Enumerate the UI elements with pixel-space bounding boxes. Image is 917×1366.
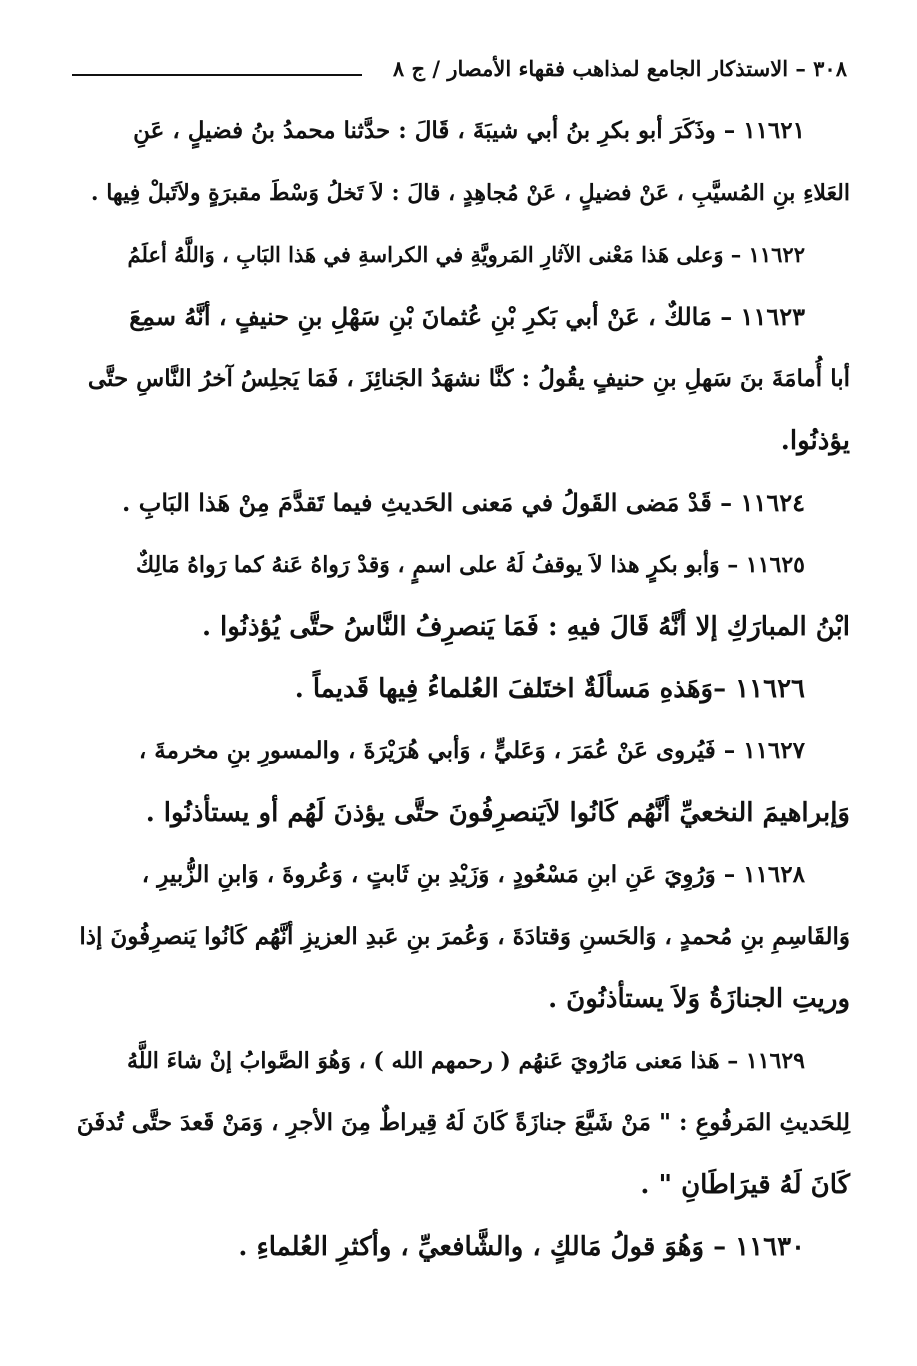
- text-line: ١١٦٣٠ – وَهُوَ قولُ مَالكٍ ، والشَّافعيِّ ، وأكثرِ العُلماءِ .: [238, 1232, 805, 1262]
- paragraph-11626: [70, 658, 850, 720]
- text-line: ١١٦٢٢ – وَعلى هَذا مَعْنى الآثارِ المَرويَّةِ في الكراسةِ في هَذا البَابِ ، وَاللَّهُ أعلَمُ: [127, 242, 805, 267]
- body-text: [70, 100, 850, 1278]
- paragraph-11630: [70, 1216, 850, 1278]
- running-header: ٣٠٨ – الاستذكار الجامع لمذاهب فقهاء الأمصار / ج ٨: [392, 56, 847, 81]
- paragraph-11629: [70, 1030, 850, 1216]
- paragraph-11627: [70, 720, 850, 844]
- text-line: ١١٦٢٨ – وَرُوِيَ عَنِ ابنِ مَسْعُودٍ ، وَزَيْدِ بنِ ثَابتٍ ، وَعُروةَ ، وَابنِ الزُّبيرِ ،: [141, 861, 805, 888]
- text-line: ١١٦٢٤ – قَدْ مَضى القَولُ في مَعنى الحَديثِ فيما تَقدَّمَ مِنْ هَذا البَابِ .: [122, 488, 805, 517]
- text-line: ١١٦٢٣ – مَالكٌ ، عَنْ أبي بَكرِ بْنِ عُثمانَ بْنِ سَهْلِ بنِ حنيفٍ ، أنَّهُ سمِعَ: [129, 302, 805, 331]
- text-line: العَلاءِ بنِ المُسيَّبِ ، عَنْ فضيلٍ ، عَنْ مُجاهِدٍ ، قالَ : لاَ تَخلُ وَسْطَ مقبرَةٍ ولاَتَبلْ فِيها .: [90, 180, 850, 206]
- text-line: ابْنُ المبارَكِ إلا أنَّهُ قَالَ فيهِ : فَمَا يَنصرِفُ النَّاسُ حتَّى يُؤذنُوا .: [201, 612, 850, 642]
- text-line: أبا أُمامَةَ بنَ سَهلِ بنِ حنيفٍ يقُولُ : كنَّا نشهَدُ الجَنائِزَ ، فَمَا يَجلِسُ آخرُ النَّاسِ حتَّى: [87, 365, 850, 392]
- paragraph-11623: [70, 286, 850, 472]
- text-line: ١١٦٢٧ – فَيُروى عَنْ عُمَرَ ، وَعَليٍّ ، وَأبي هُرَيْرَةَ ، والمسورِ بنِ مخرمةَ ،: [138, 737, 805, 764]
- paragraph-11628: [70, 844, 850, 1030]
- paragraph-11622: [70, 224, 850, 286]
- text-line: وَالقَاسِمِ بنِ مُحمدٍ ، وَالحَسنِ وَقتادَةَ ، وَعُمرَ بنِ عَبدِ العزيزِ أنَّهُم كَانُوا يَنصرِفُونَ إذا: [79, 923, 850, 950]
- header-rule: [72, 74, 362, 76]
- text-line: ١١٦٢٩ – هَذا مَعنى مَارُويَ عَنهُم ( رحمهم الله ) ، وَهُوَ الصَّوابُ إنْ شاءَ اللَّهُ: [127, 1048, 805, 1074]
- text-line: ١١٦٢٥ – وَأبو بكرٍ هذا لاَ يوقفُ لَهُ على اسمٍ ، وَقدْ رَواهُ عَنهُ كما رَواهُ مَالِكٌ: [135, 552, 805, 578]
- text-line: ١١٦٢٦ –وَهَذهِ مَسألَةٌ اختَلفَ العُلماءُ فِيها قَديماً .: [294, 674, 805, 704]
- text-line: وَإبراهيمَ النخعيِّ أنَّهُم كَانُوا لاَيَنصرِفُونَ حتَّى يؤذنَ لَهُم أو يستأذنُوا .: [145, 798, 850, 828]
- text-line: ١١٦٢١ – وذَكَرَ أبو بكرِ بنُ أبي شيبَةَ ، قَالَ : حدَّثنا محمدُ بنُ فضيلٍ ، عَنِ: [133, 117, 805, 144]
- text-line: لِلحَديثِ المَرفُوعِ : " مَنْ شَيَّعَ جنازَةً كَانَ لَهُ قِيراطٌ مِنَ الأجرِ ، وَمَنْ قَعدَ حتَّى تُدفَنَ: [76, 1109, 850, 1136]
- text-line: كَانَ لَهُ قيرَاطَانِ " .: [640, 1170, 850, 1200]
- text-line: يؤذنُوا.: [780, 426, 850, 456]
- text-line: وريتِ الجنازَةُ وَلاَ يستأذنُونَ .: [548, 984, 850, 1014]
- page-header: [72, 52, 847, 92]
- paragraph-11621: [70, 100, 850, 224]
- paragraph-11624: [70, 472, 850, 534]
- paragraph-11625: [70, 534, 850, 658]
